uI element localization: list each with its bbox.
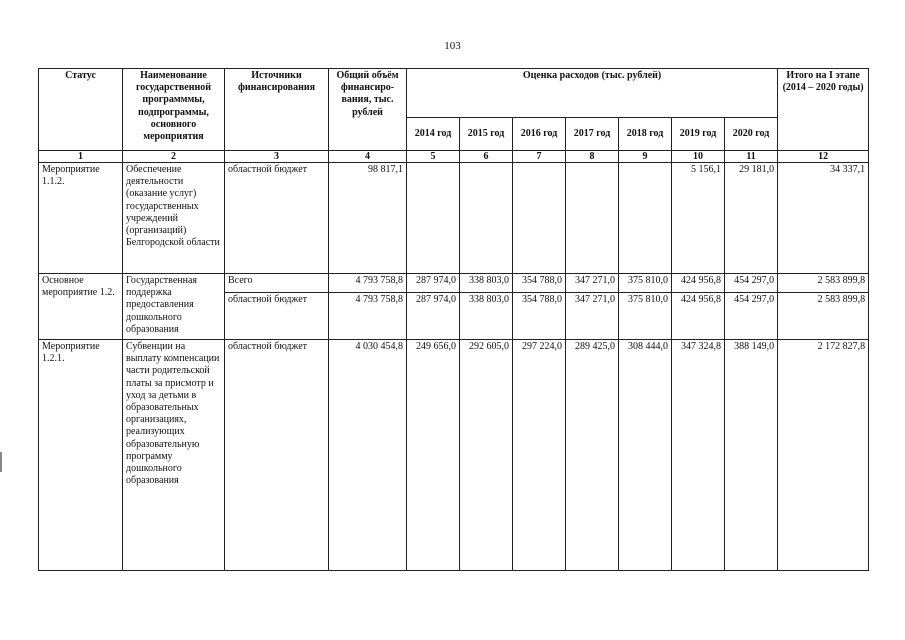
row-year-value	[407, 163, 460, 274]
row-total: 4 793 758,8	[329, 274, 407, 293]
header-year: 2018 год	[619, 118, 672, 151]
column-number: 10	[672, 151, 725, 163]
budget-table	[38, 68, 869, 571]
row-status: Мероприятие 1.2.1.	[39, 340, 123, 571]
row-total: 4 030 454,8	[329, 340, 407, 571]
row-year-value: 388 149,0	[725, 340, 778, 571]
header-estimate: Оценка расходов (тыс. рублей)	[407, 69, 778, 118]
header-year: 2016 год	[513, 118, 566, 151]
row-name: Субвенции на выплату компенсации части родительской платы за присмотр и уход за детьми в образовательных организациях, реализующих образовательную программу дошкольного образования	[123, 340, 225, 571]
table-row	[39, 340, 869, 571]
row-year-value: 375 810,0	[619, 274, 672, 293]
row-year-value: 347 271,0	[566, 274, 619, 293]
row-year-value	[619, 163, 672, 274]
row-name: Обеспечение деятельности (оказание услуг) государственных учреждений (организаций) Белгородской области	[123, 163, 225, 274]
row-year-value	[566, 163, 619, 274]
page-number: 103	[444, 40, 461, 52]
row-stage-total: 2 583 899,8	[778, 274, 869, 293]
column-number: 11	[725, 151, 778, 163]
row-year-value: 338 803,0	[460, 274, 513, 293]
header-stage-total: Итого на I этапе (2014 – 2020 годы)	[778, 69, 869, 151]
row-total: 98 817,1	[329, 163, 407, 274]
header-sources: Источники финансирования	[225, 69, 329, 151]
row-stage-total: 2 583 899,8	[778, 293, 869, 340]
header-row-1	[39, 69, 869, 118]
row-year-value: 297 224,0	[513, 340, 566, 571]
column-number: 4	[329, 151, 407, 163]
row-year-value	[460, 163, 513, 274]
header-status: Статус	[39, 69, 123, 151]
row-year-value: 287 974,0	[407, 293, 460, 340]
row-source: областной бюджет	[225, 163, 329, 274]
row-year-value: 424 956,8	[672, 293, 725, 340]
row-year-value: 354 788,0	[513, 274, 566, 293]
row-year-value: 347 324,8	[672, 340, 725, 571]
row-source: областной бюджет	[225, 293, 329, 340]
header-year: 2019 год	[672, 118, 725, 151]
row-year-value: 354 788,0	[513, 293, 566, 340]
column-number-row	[39, 151, 869, 163]
row-year-value: 424 956,8	[672, 274, 725, 293]
column-number: 12	[778, 151, 869, 163]
row-year-value: 347 271,0	[566, 293, 619, 340]
column-number: 3	[225, 151, 329, 163]
row-year-value: 454 297,0	[725, 274, 778, 293]
scan-edge-mark	[0, 452, 2, 472]
header-total: Общий объём финансиро-вания, тыс. рублей	[329, 69, 407, 151]
row-stage-total: 34 337,1	[778, 163, 869, 274]
header-year: 2020 год	[725, 118, 778, 151]
header-year: 2015 год	[460, 118, 513, 151]
row-year-value: 29 181,0	[725, 163, 778, 274]
row-year-value: 287 974,0	[407, 274, 460, 293]
column-number: 1	[39, 151, 123, 163]
header-year: 2017 год	[566, 118, 619, 151]
column-number: 6	[460, 151, 513, 163]
column-number: 2	[123, 151, 225, 163]
row-status: Основное мероприятие 1.2.	[39, 274, 123, 340]
row-year-value	[513, 163, 566, 274]
row-year-value: 289 425,0	[566, 340, 619, 571]
row-total: 4 793 758,8	[329, 293, 407, 340]
row-stage-total: 2 172 827,8	[778, 340, 869, 571]
column-number: 7	[513, 151, 566, 163]
column-number: 8	[566, 151, 619, 163]
row-status: Мероприятие 1.1.2.	[39, 163, 123, 274]
row-source: областной бюджет	[225, 340, 329, 571]
header-year: 2014 год	[407, 118, 460, 151]
row-name: Государственная поддержка предоставления дошкольного образования	[123, 274, 225, 340]
row-year-value: 292 605,0	[460, 340, 513, 571]
row-source: Всего	[225, 274, 329, 293]
row-year-value: 375 810,0	[619, 293, 672, 340]
row-year-value: 338 803,0	[460, 293, 513, 340]
row-year-value: 454 297,0	[725, 293, 778, 340]
row-year-value: 5 156,1	[672, 163, 725, 274]
column-number: 5	[407, 151, 460, 163]
row-year-value: 249 656,0	[407, 340, 460, 571]
table-row	[39, 163, 869, 274]
header-name: Наименование государственной программмы, подпрограммы, основного мероприятия	[123, 69, 225, 151]
row-year-value: 308 444,0	[619, 340, 672, 571]
table-row	[39, 274, 869, 293]
column-number: 9	[619, 151, 672, 163]
